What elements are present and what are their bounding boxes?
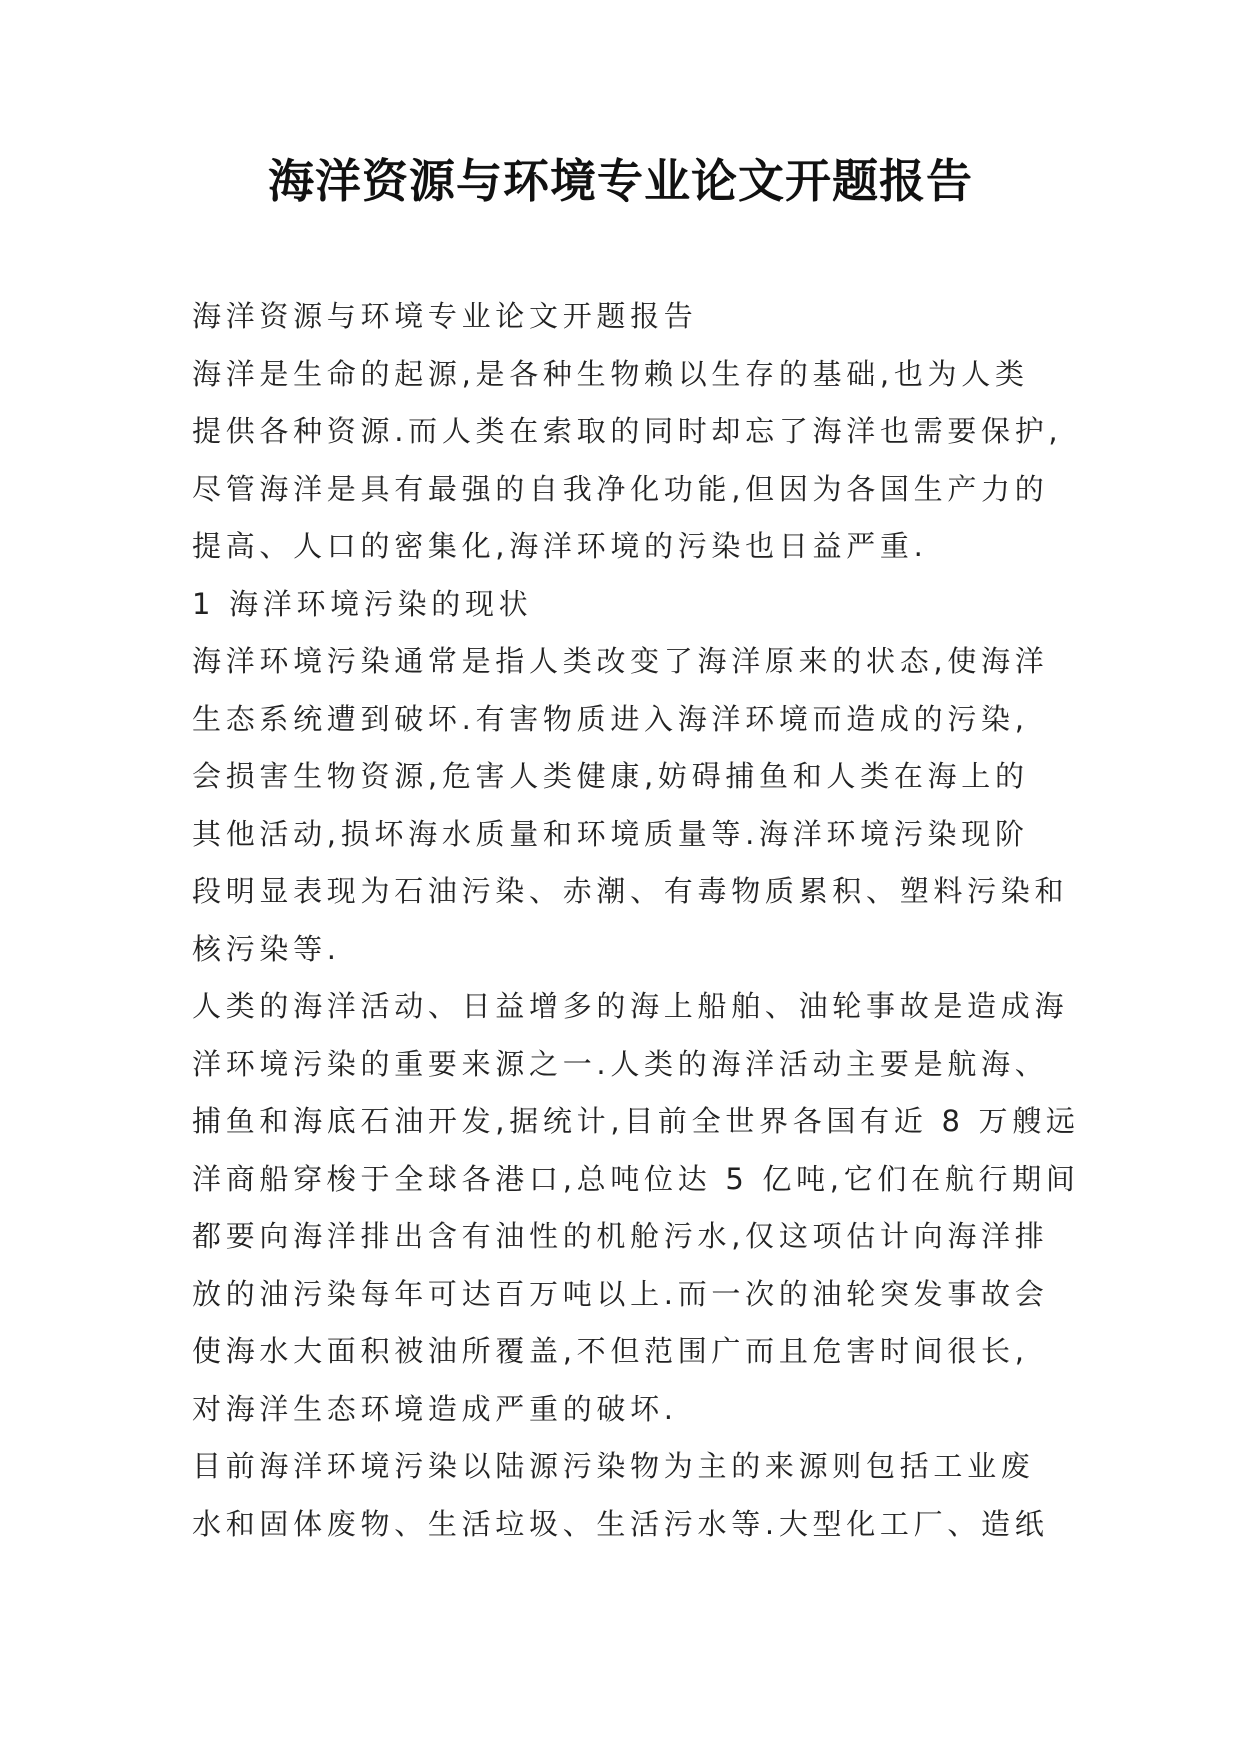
document-body: [192, 288, 1080, 1553]
body-line: 对海洋生态环境造成严重的破坏.: [192, 1391, 678, 1426]
body-line: 人类的海洋活动、日益增多的海上船舶、油轮事故是造成海: [192, 989, 1069, 1023]
body-line: 提高、人口的密集化,海洋环境的污染也日益严重.: [192, 529, 928, 563]
body-line: 段明显表现为石油污染、赤潮、有毒物质累积、塑料污染和: [192, 874, 1069, 908]
body-line: 海洋资源与环境专业论文开题报告: [192, 299, 698, 333]
body-line: 放的油污染每年可达百万吨以上.而一次的油轮突发事故会: [192, 1276, 1049, 1311]
body-line: 会损害生物资源,危害人类健康,妨碍捕鱼和人类在海上的: [192, 759, 1029, 793]
body-line: 捕鱼和海底石油开发,据统计,目前全世界各国有近 8 万艘远: [192, 1104, 1080, 1138]
body-line: 目前海洋环境污染以陆源污染物为主的来源则包括工业废: [192, 1449, 1035, 1483]
body-line: 水和固体废物、生活垃圾、生活污水等.大型化工厂、造纸: [192, 1506, 1049, 1541]
body-line: 生态系统遭到破坏.有害物质进入海洋环境而造成的污染,: [192, 701, 1029, 736]
body-line: 核污染等.: [192, 931, 341, 966]
body-line: 提供各种资源.而人类在索取的同时却忘了海洋也需要保护,: [192, 414, 1063, 448]
body-line: 洋环境污染的重要来源之一.人类的海洋活动主要是航海、: [192, 1046, 1049, 1081]
body-line: 都要向海洋排出含有油性的机舱污水,仅这项估计向海洋排: [192, 1219, 1049, 1253]
body-line: 海洋是生命的起源,是各种生物赖以生存的基础,也为人类: [192, 356, 1029, 391]
body-line: 使海水大面积被油所覆盖,不但范围广而且危害时间很长,: [192, 1334, 1029, 1368]
body-line: 海洋环境污染通常是指人类改变了海洋原来的状态,使海洋: [192, 644, 1049, 678]
body-line: 尽管海洋是具有最强的自我净化功能,但因为各国生产力的: [192, 471, 1049, 506]
body-line: 洋商船穿梭于全球各港口,总吨位达 5 亿吨,它们在航行期间: [192, 1161, 1080, 1196]
document-title: 海洋资源与环境专业论文开题报告: [268, 154, 973, 208]
body-line: 其他活动,损坏海水质量和环境质量等.海洋环境污染现阶: [192, 816, 1029, 851]
section-heading: 1 海洋环境污染的现状: [192, 586, 533, 621]
